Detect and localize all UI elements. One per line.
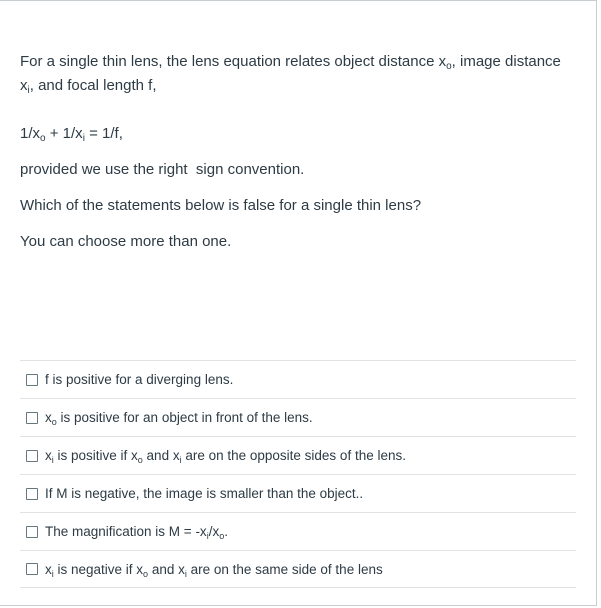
sign-convention-text: provided we use the right sign convention. <box>20 161 305 178</box>
answer-option[interactable] <box>20 436 576 474</box>
answer-checkbox[interactable] <box>26 563 38 575</box>
answer-checkbox[interactable] <box>26 412 38 424</box>
answer-text: is positive for an object in front of the lens. <box>56 410 313 425</box>
intro-text-3: , and focal length f, <box>29 77 157 94</box>
eq-text-2: + 1/x <box>45 125 83 142</box>
answer-subscript: o <box>137 455 143 465</box>
intro-text-2: , image distance x <box>20 53 561 94</box>
answer-label <box>45 372 233 387</box>
answer-text: . <box>224 524 228 539</box>
answer-label <box>45 524 228 539</box>
answer-subscript: o <box>143 568 149 579</box>
answer-text: x <box>45 561 52 577</box>
answer-checkbox[interactable] <box>26 450 38 462</box>
intro-sub-i: i <box>27 85 30 96</box>
answer-subscript: i <box>206 531 209 541</box>
answer-subscript: i <box>179 455 182 465</box>
answer-subscript: i <box>51 455 54 465</box>
answer-label <box>45 562 383 577</box>
answer-subscript: i <box>184 568 187 579</box>
question-prompt: Which of the statements below is false for a single thin lens? <box>20 197 422 214</box>
answer-label <box>45 448 406 463</box>
answer-subscript: i <box>51 568 54 579</box>
answer-text: If M is negative, the image is smaller than the object.. <box>45 486 364 501</box>
answer-text: The magnification is M = -x <box>45 524 207 539</box>
multiple-choice-note: You can choose more than one. <box>20 233 232 250</box>
answer-list <box>20 360 576 588</box>
answer-checkbox[interactable] <box>26 488 38 500</box>
intro-text-1: For a single thin lens, the lens equation relates object distance x <box>20 53 447 70</box>
answer-option[interactable] <box>20 398 576 436</box>
lens-equation <box>20 122 123 146</box>
eq-sub-i: i <box>82 133 85 144</box>
answer-text: and x <box>142 448 180 463</box>
answer-subscript: o <box>219 531 225 541</box>
answer-text: x <box>45 410 52 425</box>
answer-text: x <box>45 448 52 463</box>
eq-text-3: = 1/f, <box>84 125 123 142</box>
answer-text: are on the opposite sides of the lens. <box>181 448 406 463</box>
answer-checkbox[interactable] <box>26 374 38 386</box>
answer-label <box>45 486 363 501</box>
answer-label <box>45 410 313 425</box>
answer-text: is negative if x <box>53 561 144 577</box>
answer-option[interactable] <box>20 550 576 588</box>
answer-text: is positive if x <box>53 448 138 463</box>
eq-text-1: 1/x <box>20 125 41 142</box>
answer-text: f is positive for a diverging lens. <box>45 372 234 387</box>
answer-text: and x <box>148 561 185 577</box>
answer-text: /x <box>208 524 220 539</box>
answer-checkbox[interactable] <box>26 526 38 538</box>
answer-option[interactable] <box>20 474 576 512</box>
question-text <box>20 50 575 250</box>
answer-text: are on the same side of the lens <box>186 561 383 577</box>
intro-sub-o: o <box>446 61 452 72</box>
question-intro <box>20 50 575 98</box>
answer-option[interactable] <box>20 512 576 550</box>
answer-option[interactable] <box>20 360 576 398</box>
eq-sub-o: o <box>40 133 46 144</box>
answer-subscript: o <box>51 417 57 427</box>
